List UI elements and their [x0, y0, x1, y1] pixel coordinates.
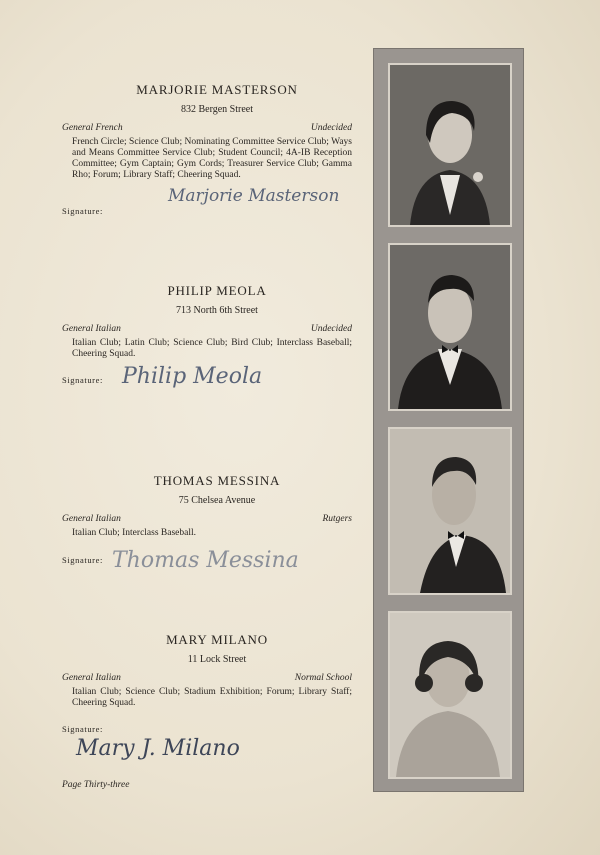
handwritten-signature: Mary J. Milano: [76, 736, 240, 761]
course-name: General Italian: [62, 324, 121, 334]
student-address: 75 Chelsea Avenue: [178, 495, 256, 506]
student-name: THOMAS MESSINA: [153, 473, 281, 488]
portrait-man-icon: [390, 245, 510, 409]
portrait-photo: [388, 243, 512, 411]
portrait-photo: [388, 63, 512, 227]
course-name: General Italian: [62, 514, 121, 524]
student-address: 11 Lock Street: [187, 654, 247, 665]
page-number: Page Thirty-three: [62, 780, 130, 790]
portrait-photo: [388, 611, 512, 779]
student-name: MARJORIE MASTERSON: [136, 82, 298, 97]
portrait-man-icon: [390, 429, 510, 593]
student-entry: [62, 632, 352, 709]
portrait-photo: [388, 427, 512, 595]
student-entry: [62, 283, 352, 360]
student-address: 832 Bergen Street: [180, 104, 254, 115]
course-name: General Italian: [62, 673, 121, 683]
portrait-woman-icon: [390, 65, 510, 225]
signature-label: Signature:: [62, 555, 103, 565]
signature-label: Signature:: [62, 375, 103, 385]
signature-label: Signature:: [62, 206, 103, 216]
future-plan: Normal School: [294, 673, 352, 683]
handwritten-signature: Thomas Messina: [112, 548, 299, 573]
handwritten-signature: Marjorie Masterson: [168, 186, 340, 206]
course-row: [62, 324, 352, 334]
future-plan: Undecided: [310, 324, 352, 334]
course-row: [62, 123, 352, 133]
activities-list: Italian Club; Science Club; Stadium Exhibition; Forum; Library Staff; Cheering Squad.: [72, 687, 352, 708]
photo-strip: [373, 48, 524, 792]
course-name: General French: [62, 123, 123, 133]
student-entry: [62, 473, 352, 539]
activities-list: Italian Club; Interclass Baseball.: [72, 528, 196, 538]
activities-list: Italian Club; Latin Club; Science Club; Bird Club; Interclass Baseball; Cheering Squad.: [72, 338, 352, 359]
student-entry: [62, 82, 352, 181]
portrait-woman-icon: [390, 613, 510, 777]
future-plan: Rutgers: [322, 514, 352, 524]
student-name: MARY MILANO: [166, 632, 268, 647]
course-row: [62, 673, 352, 683]
signature-label: Signature:: [62, 724, 103, 734]
student-address: 713 North 6th Street: [176, 305, 258, 316]
course-row: [62, 514, 352, 524]
handwritten-signature: Philip Meola: [122, 364, 263, 389]
future-plan: Undecided: [310, 123, 352, 133]
student-name: PHILIP MEOLA: [167, 283, 267, 298]
activities-list: French Circle; Science Club; Nominating Committee Service Club; Ways and Means Committee Service Club; Student Council; 4A-IB Reception Committee; Gym Captain; Gym Cords; Treasurer Service Club; Gamma Rho; Forum; Library Staff; Cheering Squad.: [72, 137, 352, 180]
